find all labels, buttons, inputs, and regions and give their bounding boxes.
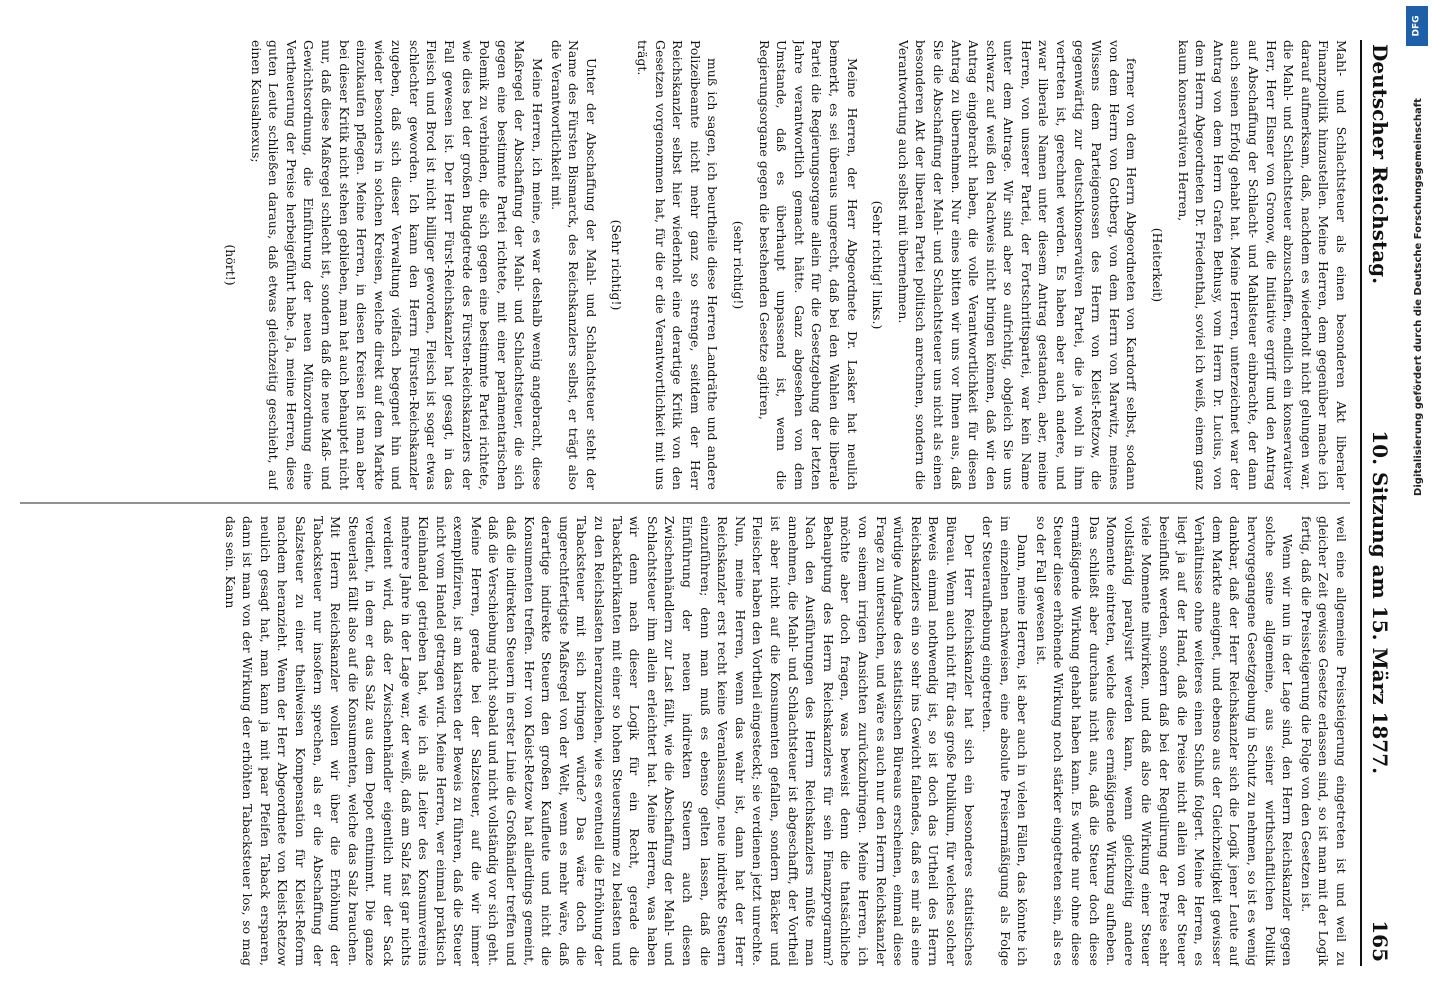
left-column-interjection: (Sehr richtig!)	[609, 219, 625, 311]
left-column-paragraph: Mahl- und Schlachtsteuer als einen besonderen Akt liberaler Finanzpolitik hinzustellen. Meine Herren, dem gegenüber mache ich darauf aufmerksam, daß, nachdem es wiederholt nicht gelungen war, die Mahl- und Schlachtsteuer abzuschaffen, endlich ein konservativer Herr, Herr Elsner von Gronow, die Initiative ergriff und den Antrag auf Abschaffung der Schlacht- und Mahlsteuer einbrachte, der dann auch seinen Erfolg gehabt hat. Meine Herren, unterzeichnet war der Antrag von dem Herrn Grafen Bethusy, vom Herrn Dr. Lucius, von dem Herrn Abgeordneten Dr. Friedenthal, soviel ich weiß, einem ganz kaum konservativen Herren,	[1175, 40, 1349, 490]
right-column	[20, 516, 1350, 966]
page-header	[1360, 40, 1392, 966]
right-column-paragraph: weil eine allgemeine Preissteigerung eingetreten ist und weil zu gleicher Zeit gewisse Gesetze erlassen sind, so ist man mit der Logik fertig, daß die Preissteigerung die Folge von den Gesetzen ist.	[1298, 516, 1349, 966]
text-columns	[20, 40, 1350, 966]
left-column-interjection: (sehr richtig!)	[731, 220, 746, 310]
left-column-interjection: (Sehr richtig! links.)	[870, 200, 886, 330]
left-column	[20, 40, 1350, 490]
dfg-logo: DFG	[1406, 6, 1428, 46]
right-column-paragraph: Dann, meine Herren, ist aber auch in vielen Fällen, das könnte ich im einzelnen nachweisen, eine absolute Preisermäßigung als Folge der Steueraufhebung eingetreten.	[980, 516, 1031, 966]
left-column-paragraph: Unter der Abschaffung der Mahl- und Schlachtsteuer steht der Name des Fürsten Bismarck, des Reichskanzlers selbst, er trägt also die Verantwortlichkeit mit.	[548, 40, 599, 490]
right-column-paragraph: Wenn wir nun in der Lage sind, den Herrn Reichskanzler gegen solche seine allgemeine, aus seiner wirthschaftlichen Politik hervorgegangene Gesetzgebung in Schutz zu nehmen, so ist es wenig dankbar, daß der Herr Reichskanzler sich die Logik jener Leute auf dem Markte aneignet, und ebenso aus der Gleichzeitigkeit gewisser Verhältnisse ohne weiteres einen Schluß folgert. Meine Herren, es liegt ja auf der Hand, daß die Preise nicht allein von der Steuer beeinflußt werden, sondern daß bei der Regulirung der Preise sehr viele Momente mitwirken, und daß also die Wirkung einer Steuer vollständig paralysirt werden kann, wenn gleichzeitig andere Momente eintreten, welche diese ermäßigende Wirkung aufheben. Das schließt aber durchaus nicht aus, daß die Steuer doch diese ermäßigende Wirkung gehabt haben kann. Es würde nur ohne diese Steuer diese erhöhende Wirkung noch stärker eingetreten sein, als es so der Fall gewesen ist.	[1033, 516, 1296, 966]
left-column-paragraph: Meine Herren, ich meine, es war deshalb wenig angebracht, diese Maßregel der Abschaffung der Mahl- und Schlachtsteuer, die sich gegen eine bestimmte Partei richtete, mit einer parlamentarischen Polemik zu verbinden, die sich gegen eine bestimmte Partei richtete, wie dies bei der großen Budgetrede des Fürsten-Reichskanzlers der Fall gewesen ist. Der Herr Fürst-Reichskanzler hat gesagt, in das Fleisch und Brod ist nicht billiger geworden, Fleisch ist sogar etwas schlechter geworden. Ich kann den Herrn Fürsten-Reichskanzler zugeben, daß sich dieser Verwaltung vielfach begegnet hin und wieder besonders in solchen Kreisen, welche direkt auf dem Markte einzukaufen pflegen. Meine Herren, in diesen Kreisen ist man aber bei dieser Kritik nicht stehen geblieben, man hat auch behauptet nicht nur, daß diese Maßregel schlecht ist, sondern daß die neue Maß- und Gewichtsordnung, die Einführung der neuen Münzordnung eine Vertheuerung der Preise herbeigeführt habe. Ja, meine Herren, diese guten Leute schließen daraus, daß etwas gleichzeitig geschieht, auf einen Kausalnexus;	[248, 40, 546, 490]
left-column-paragraph: ferner von dem Herrn Abgeordneten von Kardorff selbst, sodann von dem Herrn von Gottberg, von dem Herrn von Marwitz, meines Wissens dem Parteigenossen des Herrn von Kleist-Retzow, die gegenwärtig zur deutschkonservativen Partei, die ja wohl in ihm vertreten ist, gerechnet werden. Es haben aber auch andere, und zwar liberale Namen unter diesem Antrag gestanden, aber, meine Herren, von unserer Partei, der Fortschrittspartei, war kein Name unter dem Antrage. Wir sind aber so aufrichtig, obgleich Sie uns schwarz auf weiß den Nachweis nicht bringen können, daß wir den Antrag eingebracht haben, die volle Verantwortlichkeit für diesen Antrag zu übernehmen. Nur eines bitten wir uns vor Ihnen aus, daß Sie die Abschaffung der Mahl- und Schlachtsteuer uns nicht als einen besonderen Akt der liberalen Partei politisch anrechnen, sondern die Verantwortung auch selbst mit übernehmen.	[895, 40, 1140, 490]
left-column-interjection: (hört!)	[222, 244, 238, 286]
digitization-credit: Digitalisierung gefördert durch die Deutsche Forschungsgemeinschaft	[1413, 98, 1424, 496]
right-column-paragraph: Der Herr Reichskanzler hat sich ein besonderes statistisches Büreau. Wenn auch nicht für das große Publikum, für welches solcher Beweis einmal nothwendig ist, so ist doch das Urtheil des Herrn Reichskanzlers ein so sehr ins Gewicht fallendes, daß es mir als eine würdige Aufgabe des statistischen Büreaus erscheinen, einmal diese Frage zu untersuchen, und wäre es auch nur den Herrn Reichskanzler von seinem irrigen Ansichten zurückzubringen. Meine Herren, ich möchte aber doch fragen, was beweist denn die thatsächliche Behauptung des Herrn Reichskanzlers für sein Finanzprogramm? Nach den Ausführungen des Herrn Reichskanzlers müßte man annehmen, die Mahl- und Schlachtsteuer ist abgeschafft, der Vortheil ist aber nicht auf die Konsumenten gefallen, sondern Bäcker und Fleischer haben den Vortheil eingesteckt; sie verdienen jetzt unrechte. Nun, meine Herren, wenn das wahr ist, dann hat der Herr Reichskanzler erst recht keine Veranlassung, neue indirekte Steuern einzuführen; denn man muß es ebenso gelten lassen, daß die Einführung der neuen indirekten Steuern auch diesen Zwischenhändlern zur Last fällt, wie die Abschaffung der Mahl- und Schlachtsteuer ihm allein erleichtert hat. Meine Herren, was haben wir denn nach dieser Logik für ein Recht, gerade die Tabackfabrikanten mit einer so hohen Steuersumme zu belasten und zu den Reichslasten heranzuziehen, wie es eventuell die Erhöhung der Tabacksteuer mit sich bringen würde? Das wäre doch die ungerechtfertigste Maßregel von der Welt, wenn es mehr wäre, daß derartige indirekte Steuern den großen Kaufleute und nicht die Konsumenten treffen. Herr von Kleist-Retzow hat allerdings gemeint, daß die indirekten Steuern in erster Linie die Großhändler treffen und daß die Verschiebung nicht sobald und nicht vollständig vor sich geht. Meine Herren, gerade bei der Salzsteuer, auf die wir immer exemplifiziren, ist am klarsten der Beweis zu führen, daß die Steuer nicht vom Handel getragen wird. Meine Herren, wer einmal praktisch Kleinhandel getrieben hat, wie ich als Leiter des Konsumvereins mehrere Jahre in der Lage war, der weiß, daß am Salz fast gar nichts verdient wird, daß der Zwischenhändler eigentlich nur der Sack verdient, in dem er das Salz aus dem Depot entnimmt. Die ganze Steuerlast fällt also auf die Konsumenten, welche das Salz brauchen. Mit Herrn Reichskanzler wollen wir über die Erhöhung der Tabacksteuer nur insofern sprechen, als er die Abschaffung der Salzsteuer zu einer theilweisen Kompensation für Kleist-Reform nachdem heranzieht. Wenn der Herr Abgeordnete von Kleist-Retzow neulich gesagt hat, man kann ja mit paar Pfeifen Taback ersparen, dann ist man von der Wirkung der erhöhten Tabacksteuer los, so mag das sein. Kann	[222, 516, 977, 966]
left-column-interjection: (Heiterkeit)	[1150, 227, 1166, 303]
page-number: 165	[1368, 920, 1392, 962]
left-column-paragraph: Meine Herren, der Herr Abgeordnete Dr. Lasker hat neulich bemerkt, es sei überaus ungerecht, daß bei den Wahlen die liberale Partei die Regierungsorgane allein für die Gesetzgebung der letzten Jahre verantwortlich gemacht hätte. Ganz abgesehen von dem Umstande, daß es überhaupt unpassend ist, wenn die Regierungsorgane gegen die bestehenden Gesetze agitiren,	[756, 40, 860, 490]
left-column-paragraph: muß ich sagen, ich beurtheile diese Herren Landräthe und andere Polizeibeamte nicht mehr ganz so strenge, seitdem der Herr Reichskanzler selbst hier wiederholt eine derartige Kritik von den Gesetzen vorgenommen hat, für die er die Verantwortlichkeit mit uns trägt.	[635, 40, 721, 490]
header-publication: Deutscher Reichstag.	[1368, 44, 1392, 285]
column-divider	[20, 503, 1350, 504]
digitization-sidebar	[1400, 0, 1432, 1000]
header-session-title: 10. Sitzung am 15. März 1877.	[1368, 430, 1392, 775]
